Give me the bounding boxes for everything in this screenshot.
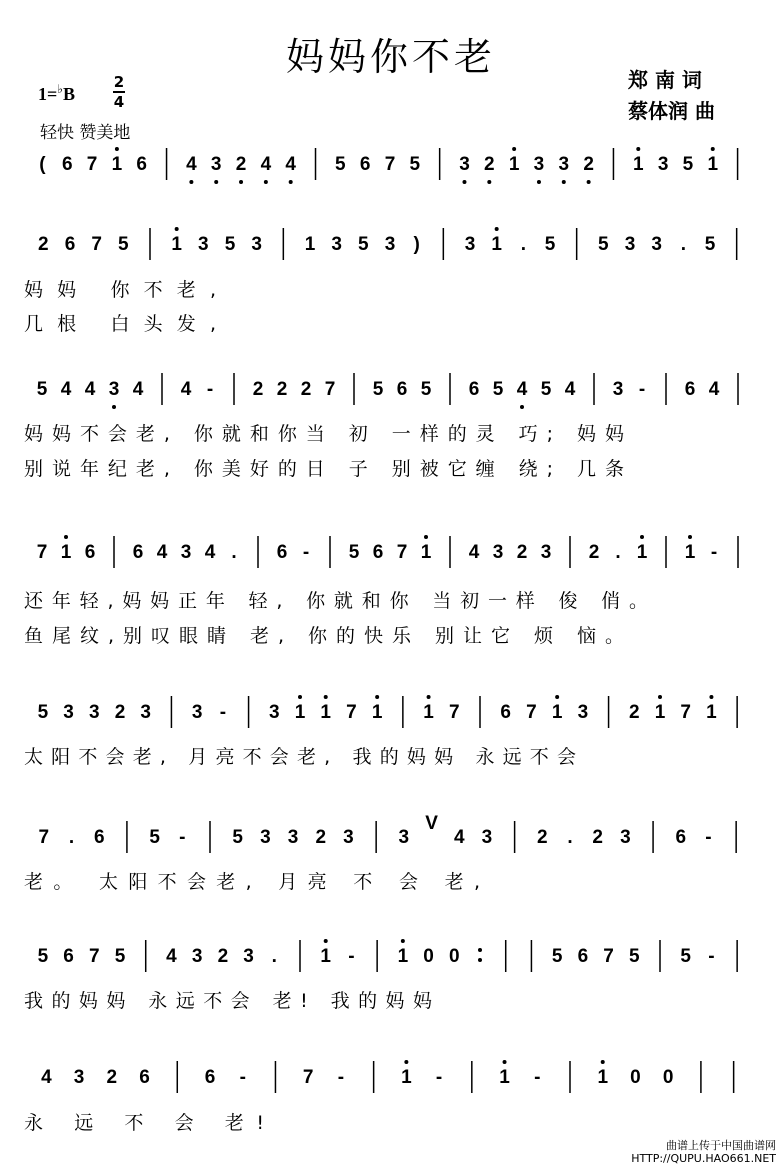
high-octave-dot [503,1060,507,1064]
note-2: 2 [217,946,229,967]
note-7: 7 [526,702,537,723]
note-6: 6 [84,542,96,563]
note--: - [206,379,214,400]
note-2: 2 [276,379,288,400]
tempo-marking: 轻快 赞美地 [40,123,131,143]
note-3: 3 [492,542,504,563]
note-5: 5 [544,234,556,255]
note-(: ( [39,154,46,175]
low-octave-dot [487,180,491,184]
note-6: 6 [500,702,512,723]
note-1: 1 [401,1067,412,1088]
note-1: 1 [597,1067,609,1088]
note-0: 0 [423,946,434,967]
note--: - [302,542,310,563]
note-4: 4 [156,542,168,563]
note-6: 6 [684,379,696,400]
lyric-line: 鱼尾纹,别叹眼睛 老, 你的快乐 别让它 烦 恼。 [24,625,624,647]
low-octave-dot [264,180,268,184]
repeat-dot [478,948,482,952]
note-7: 7 [302,1067,314,1088]
note-2: 2 [38,234,49,255]
note-1: 1 [499,1067,510,1088]
high-octave-dot [711,147,715,151]
note-2: 2 [592,827,603,848]
lyric-line: 妈妈不会老, 你就和你当 初 一样的灵 巧; 妈妈 [24,423,624,445]
note-5: 5 [37,946,49,967]
lyric-line: 永 远 不 会 老! [24,1112,264,1134]
note-6: 6 [132,542,144,563]
note-5: 5 [118,234,129,255]
note-3: 3 [198,234,209,255]
note--: - [219,702,227,723]
low-octave-dot [112,405,116,409]
note-5: 5 [348,542,360,563]
note-1: 1 [707,154,719,175]
note-4: 4 [285,154,296,175]
lyric-line: 老。 太阳不会老, 月亮 不 会 老, [24,871,480,893]
note--: - [708,946,715,967]
note-2: 2 [537,827,548,848]
footer-watermark [631,1139,776,1165]
breath-mark: V [425,813,438,834]
note-3: 3 [620,827,631,848]
note-.: . [271,946,277,967]
note-.: . [615,542,621,563]
note-1: 1 [320,702,332,723]
note-6: 6 [359,154,371,175]
high-octave-dot [658,695,662,699]
high-octave-dot [555,695,559,699]
note-7: 7 [384,154,396,175]
note-6: 6 [139,1067,150,1088]
high-octave-dot [424,535,428,539]
note-5: 5 [372,379,384,400]
note-3: 3 [180,542,192,563]
note-1: 1 [304,234,316,255]
flat-sign: ♭ [57,82,63,96]
note-.: . [68,827,75,848]
lyric-line: 太阳不会老, 月亮不会老, 我的妈妈 永远不会 [24,746,576,768]
lyric-line: 几根 白头发, [24,313,216,335]
note-1: 1 [60,542,72,563]
note-5: 5 [224,234,236,255]
note-5: 5 [149,827,160,848]
note-5: 5 [492,379,504,400]
note-2: 2 [588,542,600,563]
note-6: 6 [468,379,480,400]
note-1: 1 [654,702,666,723]
high-octave-dot [512,147,516,151]
note-1: 1 [171,234,182,255]
note-2: 2 [106,1067,118,1088]
note--: - [435,1067,443,1088]
note-5: 5 [358,234,369,255]
note-6: 6 [93,827,105,848]
low-octave-dot [537,180,541,184]
note-1: 1 [551,702,563,723]
time-bottom: 4 [113,93,125,111]
high-octave-dot [404,1060,408,1064]
note-4: 4 [516,379,528,400]
high-octave-dot [324,695,328,699]
note-3: 3 [331,234,342,255]
note-3: 3 [243,946,254,967]
note-6: 6 [63,946,74,967]
note-5: 5 [628,946,640,967]
note-2: 2 [315,827,327,848]
note-6: 6 [372,542,384,563]
note-4: 4 [564,379,576,400]
note-2: 2 [114,702,126,723]
note-.: . [567,827,573,848]
note-3: 3 [533,154,545,175]
low-octave-dot [214,180,218,184]
note-3: 3 [612,379,624,400]
note-1: 1 [632,154,644,175]
note-3: 3 [260,827,271,848]
note--: - [337,1067,345,1088]
note-3: 3 [210,154,222,175]
note-5: 5 [114,946,126,967]
note-4: 4 [453,827,465,848]
note-0: 0 [630,1067,641,1088]
note-7: 7 [448,702,460,723]
high-octave-dot [401,939,405,943]
note-): ) [413,234,420,255]
note-3: 3 [88,702,100,723]
note-1: 1 [320,946,332,967]
note-3: 3 [140,702,152,723]
note-5: 5 [232,827,243,848]
note-5: 5 [335,154,346,175]
note--: - [638,379,646,400]
note-3: 3 [651,234,662,255]
note-7: 7 [346,702,357,723]
note-.: . [680,234,686,255]
note-3: 3 [343,827,354,848]
note-5: 5 [680,946,692,967]
note-1: 1 [508,154,520,175]
note-7: 7 [88,946,100,967]
note-7: 7 [38,827,50,848]
note-3: 3 [63,702,74,723]
note-3: 3 [481,827,493,848]
note-7: 7 [36,542,48,563]
song-title: 妈妈你不老 [285,35,496,79]
lyric-line: 还年轻,妈妈正年 轻, 你就和你 当初一样 俊 俏。 [24,590,648,612]
high-octave-dot [640,535,644,539]
note-3: 3 [577,702,589,723]
high-octave-dot [115,147,119,151]
note-3: 3 [558,154,570,175]
note-5: 5 [682,154,694,175]
note-5: 5 [598,234,609,255]
low-octave-dot [587,180,591,184]
note-3: 3 [191,946,203,967]
low-octave-dot [239,180,243,184]
note-4: 4 [708,379,720,400]
note-6: 6 [61,154,73,175]
note-5: 5 [551,946,563,967]
note-3: 3 [108,379,120,400]
note-4: 4 [60,379,72,400]
note-5: 5 [420,379,432,400]
note-6: 6 [577,946,589,967]
key-note: B [62,84,75,104]
note-7: 7 [396,542,408,563]
note-1: 1 [636,542,648,563]
note-1: 1 [706,702,717,723]
note-3: 3 [73,1067,85,1088]
note--: - [348,946,355,967]
note-4: 4 [186,154,197,175]
lyric-line: 妈妈 你不老, [24,279,216,301]
note-7: 7 [680,702,692,723]
lyric-line: 别说年纪老, 你美好的日 子 别被它缠 绕; 几条 [24,458,624,480]
note-3: 3 [459,154,470,175]
note-7: 7 [91,234,102,255]
note-6: 6 [64,234,76,255]
note--: - [239,1067,246,1088]
note-1: 1 [423,702,434,723]
note-4: 4 [41,1067,52,1088]
note-4: 4 [468,542,480,563]
note-1: 1 [420,542,432,563]
note-3: 3 [287,827,299,848]
high-octave-dot [709,695,713,699]
note-6: 6 [675,827,687,848]
note-1: 1 [684,542,696,563]
note-6: 6 [276,542,288,563]
note-0: 0 [662,1067,674,1088]
note-3: 3 [657,154,669,175]
note-.: . [231,542,237,563]
note-5: 5 [540,379,552,400]
note-2: 2 [252,379,264,400]
lyric-line: 我的妈妈 永远不会 老! 我的妈妈 [24,990,432,1012]
footer-line2: HTTP://QUPU.HAO661.NET [631,1152,776,1165]
high-octave-dot [427,695,431,699]
high-octave-dot [495,227,499,231]
note-2: 2 [484,154,495,175]
note-0: 0 [448,946,460,967]
low-octave-dot [189,180,193,184]
note-2: 2 [628,702,640,723]
note-3: 3 [191,702,203,723]
note-7: 7 [86,154,98,175]
note-4: 4 [180,379,192,400]
high-octave-dot [601,1060,605,1064]
time-top: 2 [113,73,125,91]
high-octave-dot [175,227,179,231]
note-1: 1 [111,154,123,175]
key-prefix: 1= [38,84,58,104]
high-octave-dot [375,695,379,699]
low-octave-dot [462,180,466,184]
note-2: 2 [583,154,594,175]
low-octave-dot [562,180,566,184]
high-octave-dot [298,695,302,699]
lyricist-credit: 郑 南 词 [628,68,702,92]
note-3: 3 [268,702,280,723]
note-5: 5 [409,154,421,175]
repeat-dot [478,958,482,962]
note-5: 5 [37,702,49,723]
note-3: 3 [540,542,552,563]
note-2: 2 [516,542,528,563]
note-3: 3 [464,234,476,255]
note-4: 4 [132,379,144,400]
note-6: 6 [136,154,148,175]
composer-credit: 蔡体润 曲 [628,99,715,123]
note-3: 3 [251,234,262,255]
note--: - [534,1067,541,1088]
note-4: 4 [204,542,216,563]
high-octave-dot [324,939,328,943]
note--: - [705,827,712,848]
note-4: 4 [84,379,96,400]
note-1: 1 [491,234,502,255]
note-3: 3 [624,234,636,255]
note-4: 4 [166,946,177,967]
note-3: 3 [398,827,410,848]
low-octave-dot [520,405,524,409]
note-5: 5 [704,234,716,255]
note-6: 6 [204,1067,216,1088]
note-3: 3 [384,234,396,255]
footer-line1: 曲谱上传于中国曲谱网 [666,1139,776,1152]
note-1: 1 [371,702,383,723]
note-4: 4 [260,154,272,175]
note--: - [710,542,718,563]
note-2: 2 [300,379,312,400]
note-6: 6 [396,379,408,400]
note-.: . [520,234,526,255]
high-octave-dot [64,535,68,539]
low-octave-dot [289,180,293,184]
note-1: 1 [397,946,409,967]
note--: - [179,827,186,848]
note-7: 7 [603,946,614,967]
note-7: 7 [324,379,336,400]
high-octave-dot [636,147,640,151]
note-1: 1 [294,702,306,723]
high-octave-dot [688,535,692,539]
note-5: 5 [36,379,48,400]
note-2: 2 [235,154,247,175]
